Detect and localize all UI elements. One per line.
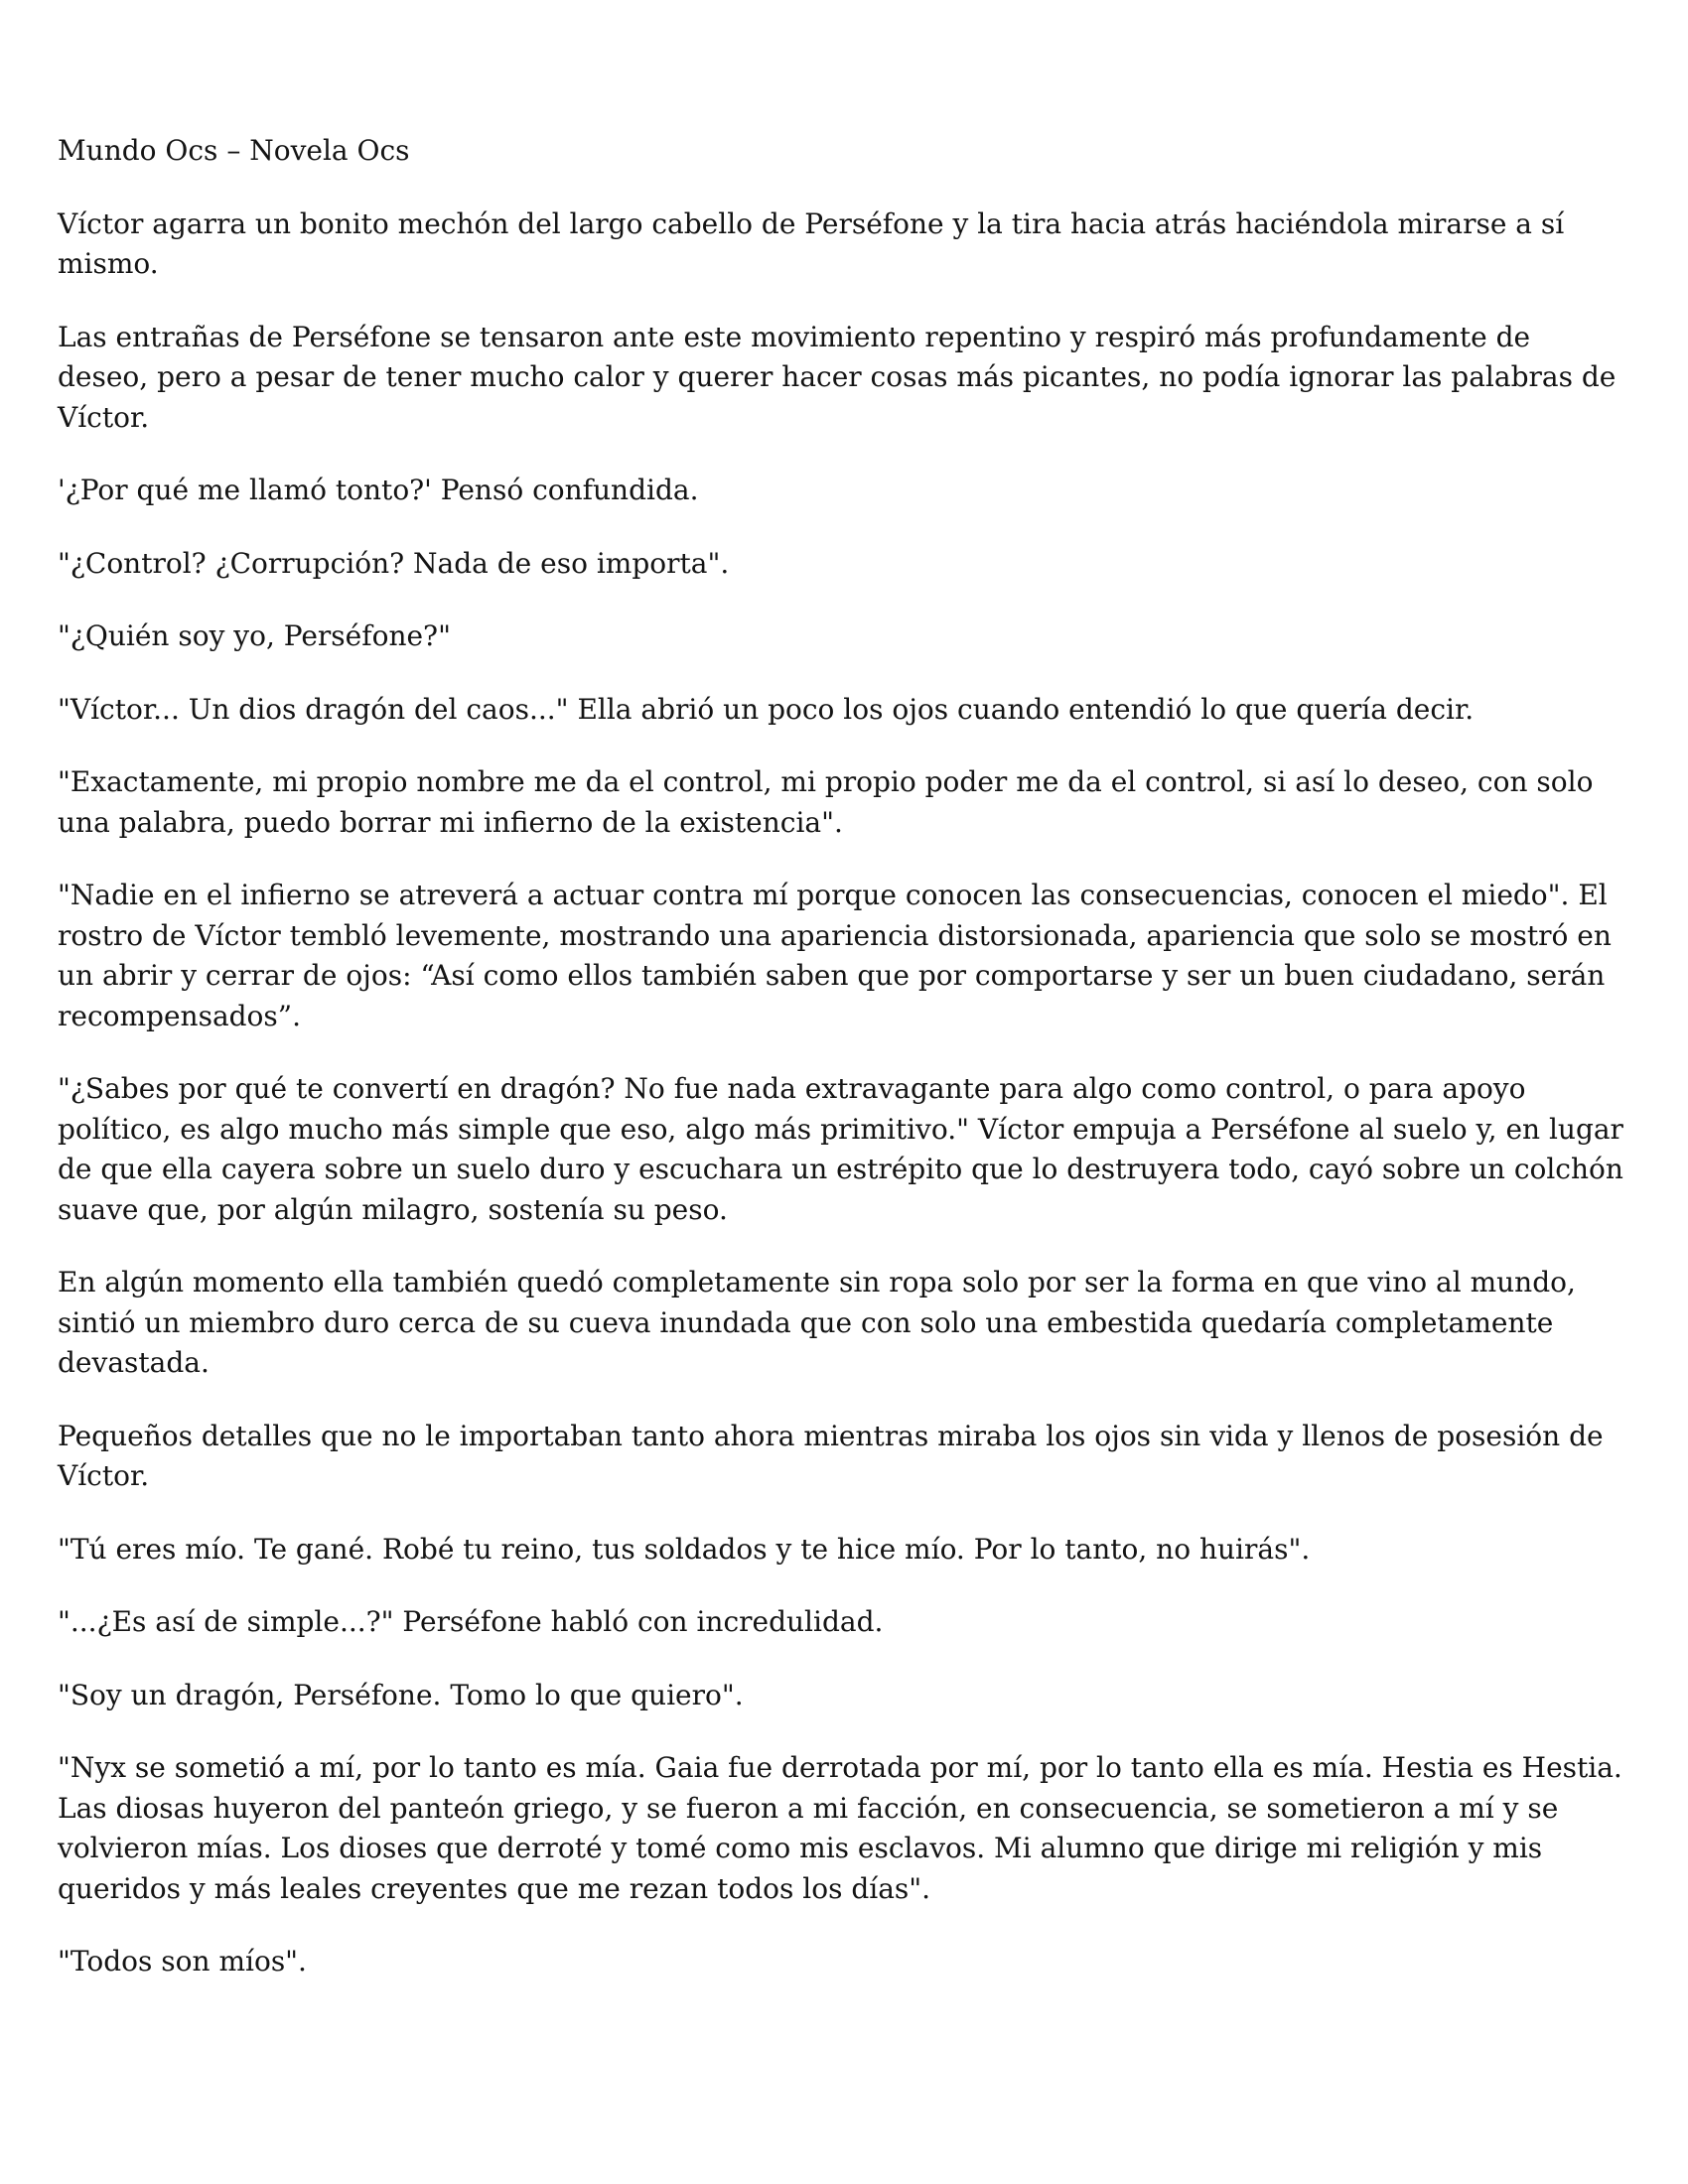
paragraph: Pequeños detalles que no le importaban tanto ahora mientras miraba los ojos sin vida y llenos de posesión de Víctor. bbox=[58, 1419, 1604, 1492]
paragraph: "Nadie en el infierno se atreverá a actuar contra mí porque conocen las consecuencias, conocen el miedo". El rostro de Víctor tembló levemente, mostrando una apariencia distorsionada, apariencia que solo se mostró en un abrir y cerrar de ojos: “Así como ellos también saben que por comportarse y ser un buen ciudadano, serán recompensados”. bbox=[58, 879, 1612, 1032]
paragraph: "Soy un dragón, Perséfone. Tomo lo que quiero". bbox=[58, 1678, 744, 1711]
paragraph: "...¿Es así de simple...?" Perséfone habló con incredulidad. bbox=[58, 1605, 884, 1638]
paragraph: "Víctor... Un dios dragón del caos..." Ella abrió un poco los ojos cuando entendió lo que quería decir. bbox=[58, 692, 1475, 726]
paragraph: "¿Sabes por qué te convertí en dragón? No fue nada extravagante para algo como control, o para apoyo político, es algo mucho más simple que eso, algo más primitivo." Víctor empuja a Perséfone al suelo y, en lugar de que ella cayera sobre un suelo duro y escuchara un estrépito que lo destruyera todo, cayó sobre un colchón suave que, por algún milagro, sostenía su peso. bbox=[58, 1072, 1623, 1226]
paragraph: "Exactamente, mi propio nombre me da el control, mi propio poder me da el control, si así lo deseo, con solo una palabra, puedo borrar mi infierno de la existencia". bbox=[58, 765, 1594, 839]
paragraph: "¿Quién soy yo, Perséfone?" bbox=[58, 619, 451, 652]
paragraph: "Nyx se sometió a mí, por lo tanto es mía. Gaia fue derrotada por mí, por lo tanto ella es mía. Hestia es Hestia. Las diosas huyeron del panteón griego, y se fueron a mi facción, en consecuencia, se sometieron a mí y se volvieron mías. Los dioses que derroté y tomé como mis esclavos. Mi alumno que dirige mi religión y mis queridos y más leales creyentes que me rezan todos los días". bbox=[58, 1751, 1622, 1905]
document-title: Mundo Ocs – Novela Ocs bbox=[58, 134, 410, 167]
paragraph: Víctor agarra un bonito mechón del largo cabello de Perséfone y la tira hacia atrás haciéndola mirarse a sí mismo. bbox=[58, 206, 1565, 280]
paragraph: "Todos son míos". bbox=[58, 1945, 307, 1978]
paragraph: '¿Por qué me llamó tonto?' Pensó confundida. bbox=[58, 474, 699, 506]
paragraph: Las entrañas de Perséfone se tensaron ante este movimiento repentino y respiró más profundamente de deseo, pero a pesar de tener mucho calor y querer hacer cosas más picantes, no podía ignorar las palabras de Víctor. bbox=[58, 320, 1617, 434]
paragraph: "Tú eres mío. Te gané. Robé tu reino, tus soldados y te hice mío. Por lo tanto, no huirás". bbox=[58, 1532, 1311, 1566]
paragraph: En algún momento ella también quedó completamente sin ropa solo por ser la forma en que vino al mundo, sintió un miembro duro cerca de su cueva inundada que con solo una embestida quedaría completamente devastada. bbox=[58, 1266, 1576, 1379]
paragraph: "¿Control? ¿Corrupción? Nada de eso importa". bbox=[58, 546, 730, 580]
